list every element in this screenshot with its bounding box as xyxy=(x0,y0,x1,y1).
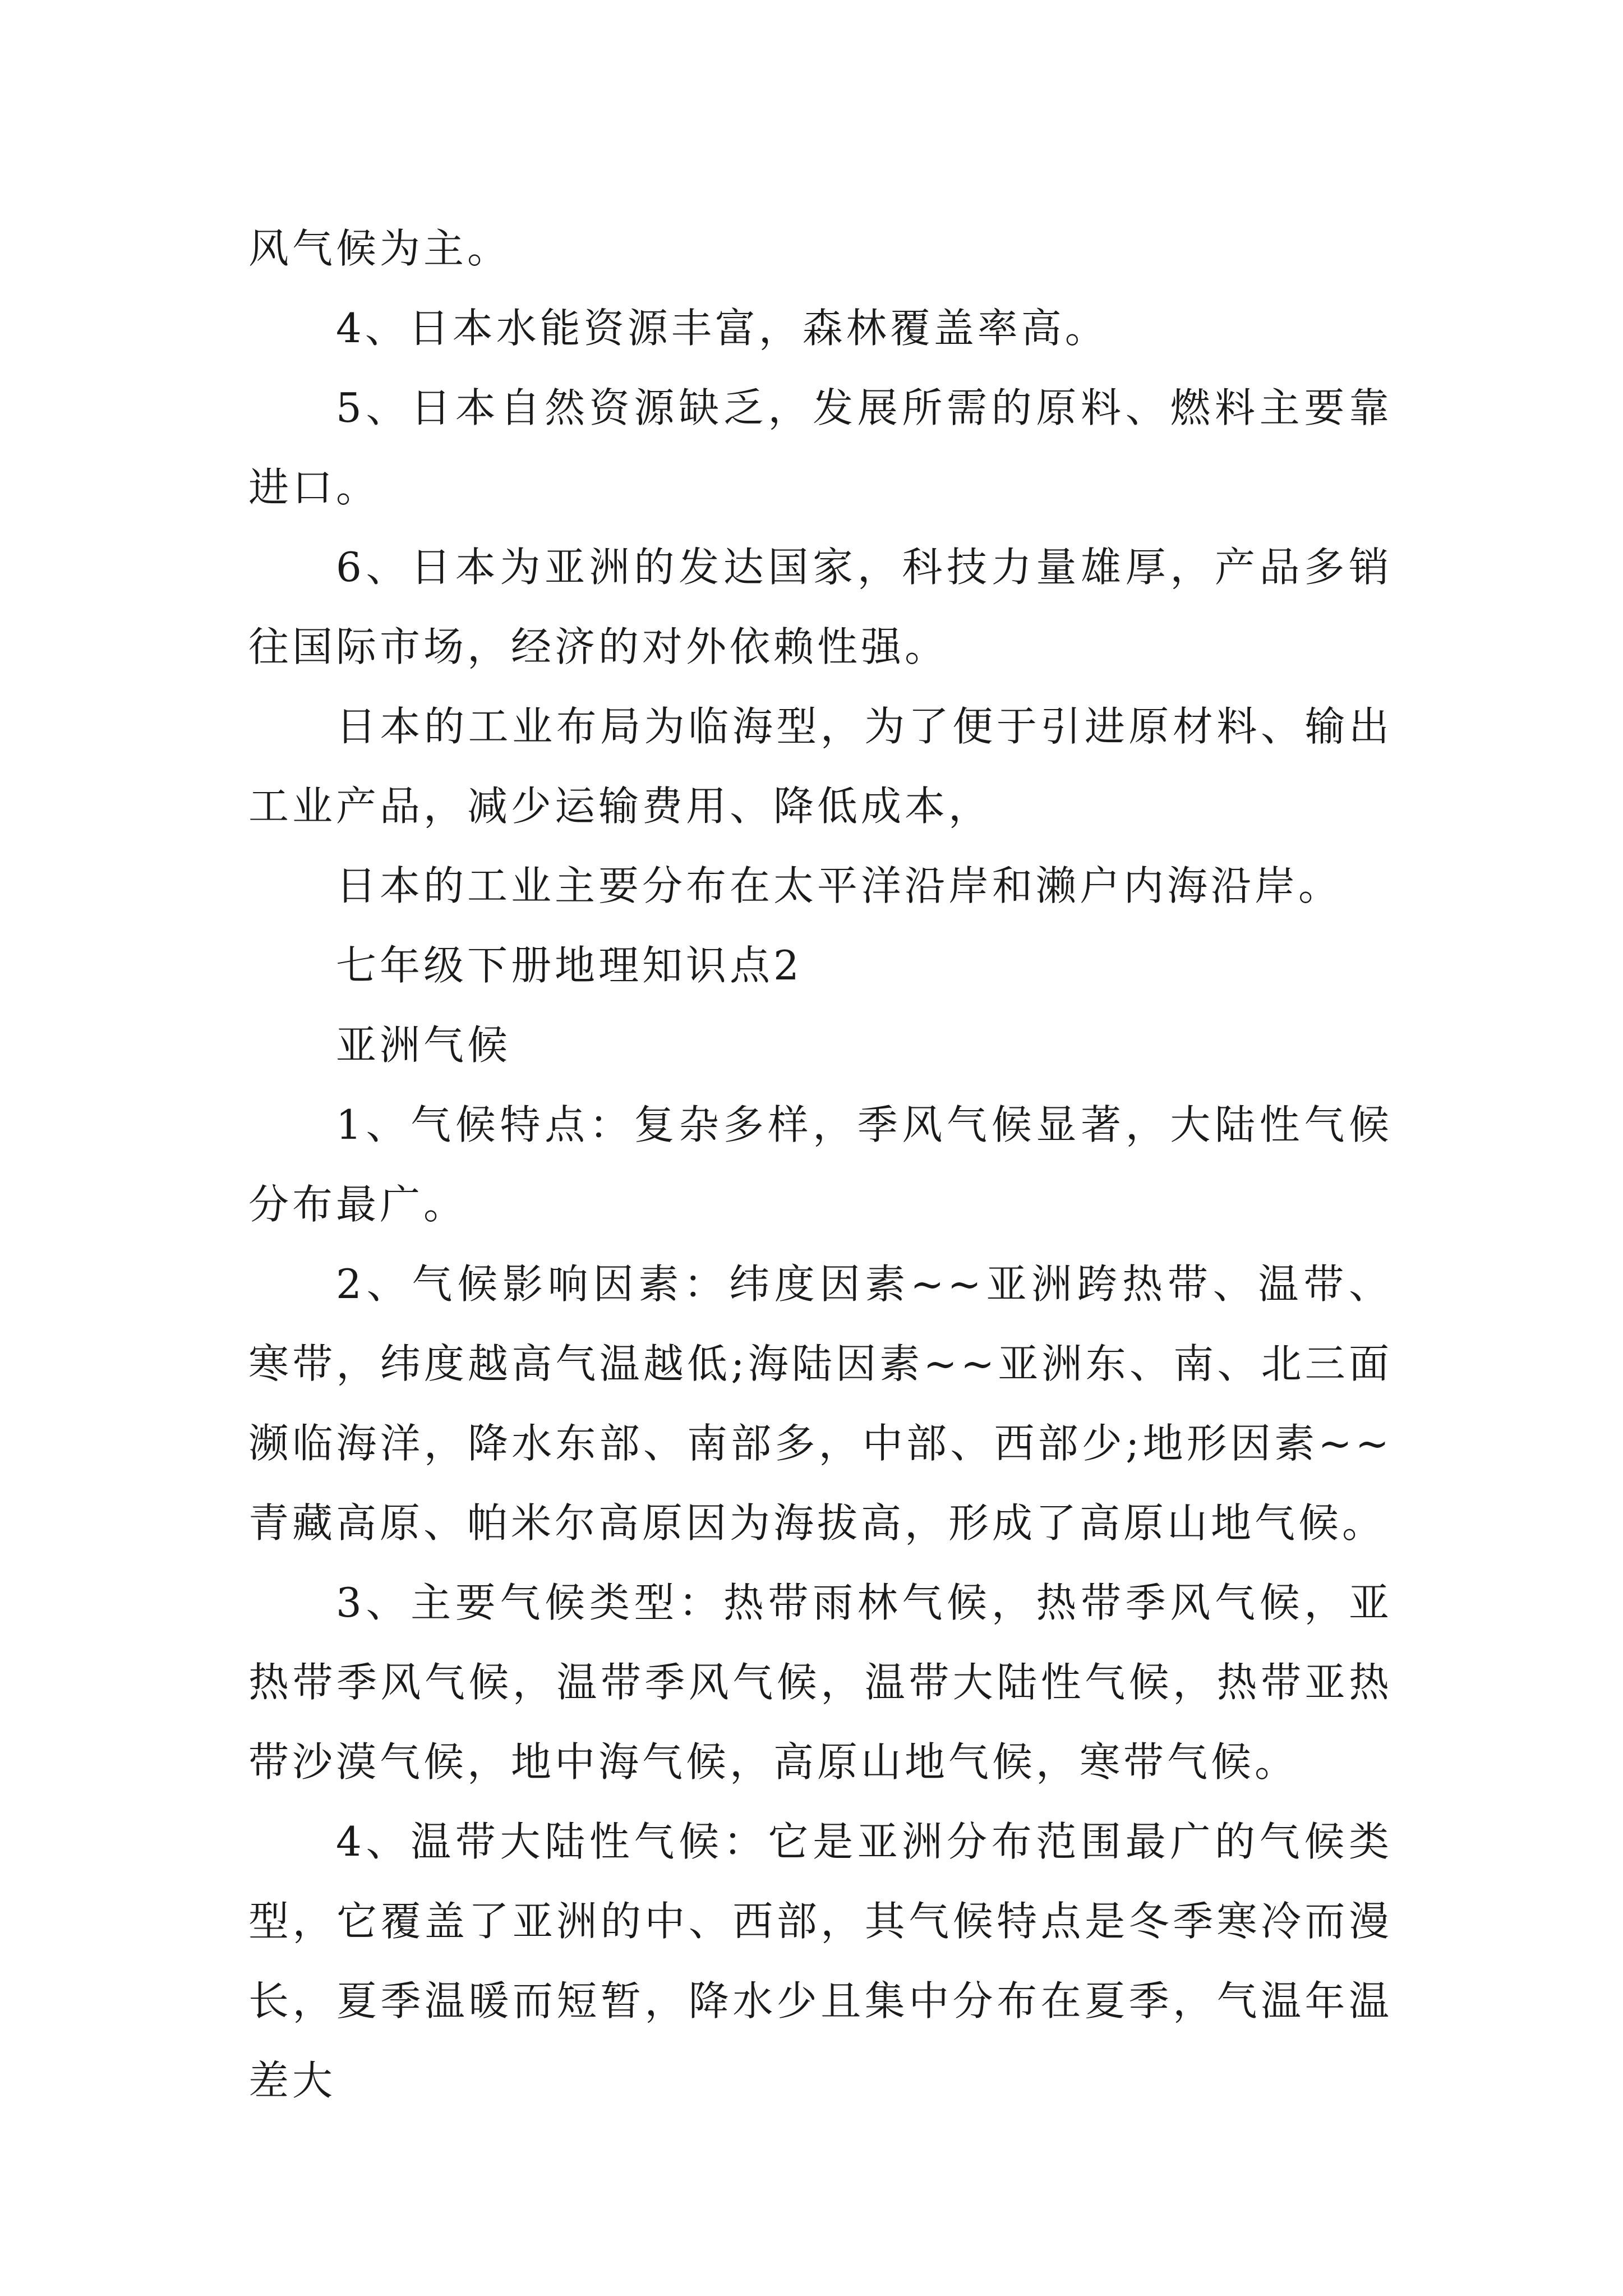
paragraph-japan-economy: 6、日本为亚洲的发达国家，科技力量雄厚，产品多销往国际市场，经济的对外依赖性强。 xyxy=(248,544,1393,670)
section-heading: 七年级下册地理知识点2 xyxy=(336,942,803,989)
subheading-asia-climate: 亚洲气候 xyxy=(336,1022,511,1069)
paragraph-japan-water-resources: 4、日本水能资源丰富，森林覆盖率高。 xyxy=(336,305,1109,352)
paragraph-climate-factors: 2、气候影响因素：纬度因素~~亚洲跨热带、温带、寒带，纬度越高气温越低;海陆因素~~亚洲东、南、北三面濒临海洋，降水东部、南部多，中部、西部少;地形因素~~青藏高原、帕米尔高原因为海拔高，形成了高原山地气候。 xyxy=(248,1260,1393,1547)
paragraph-industry-layout: 日本的工业布局为临海型，为了便于引进原材料、输出工业产品，减少运输费用、降低成本， xyxy=(248,703,1393,830)
paragraph-industry-distribution: 日本的工业主要分布在太平洋沿岸和濑户内海沿岸。 xyxy=(336,862,1343,909)
paragraph-temperate-continental: 4、温带大陆性气候：它是亚洲分布范围最广的气候类型，它覆盖了亚洲的中、西部，其气候特点是冬季寒冷而漫长，夏季温暖而短暂，降水少且集中分布在夏季，气温年温差大 xyxy=(248,1818,1393,2104)
paragraph-japan-natural-resources: 5、日本自然资源缺乏，发展所需的原料、燃料主要靠进口。 xyxy=(248,384,1393,511)
paragraph-climate-types: 3、主要气候类型：热带雨林气候，热带季风气候，亚热带季风气候，温带季风气候，温带大陆性气候，热带亚热带沙漠气候，地中海气候，高原山地气候，寒带气候。 xyxy=(248,1579,1393,1786)
paragraph-climate-characteristics: 1、气候特点：复杂多样，季风气候显著，大陆性气候分布最广。 xyxy=(248,1101,1393,1228)
paragraph-continuation: 风气候为主。 xyxy=(248,225,511,272)
document-body xyxy=(248,209,1393,2120)
